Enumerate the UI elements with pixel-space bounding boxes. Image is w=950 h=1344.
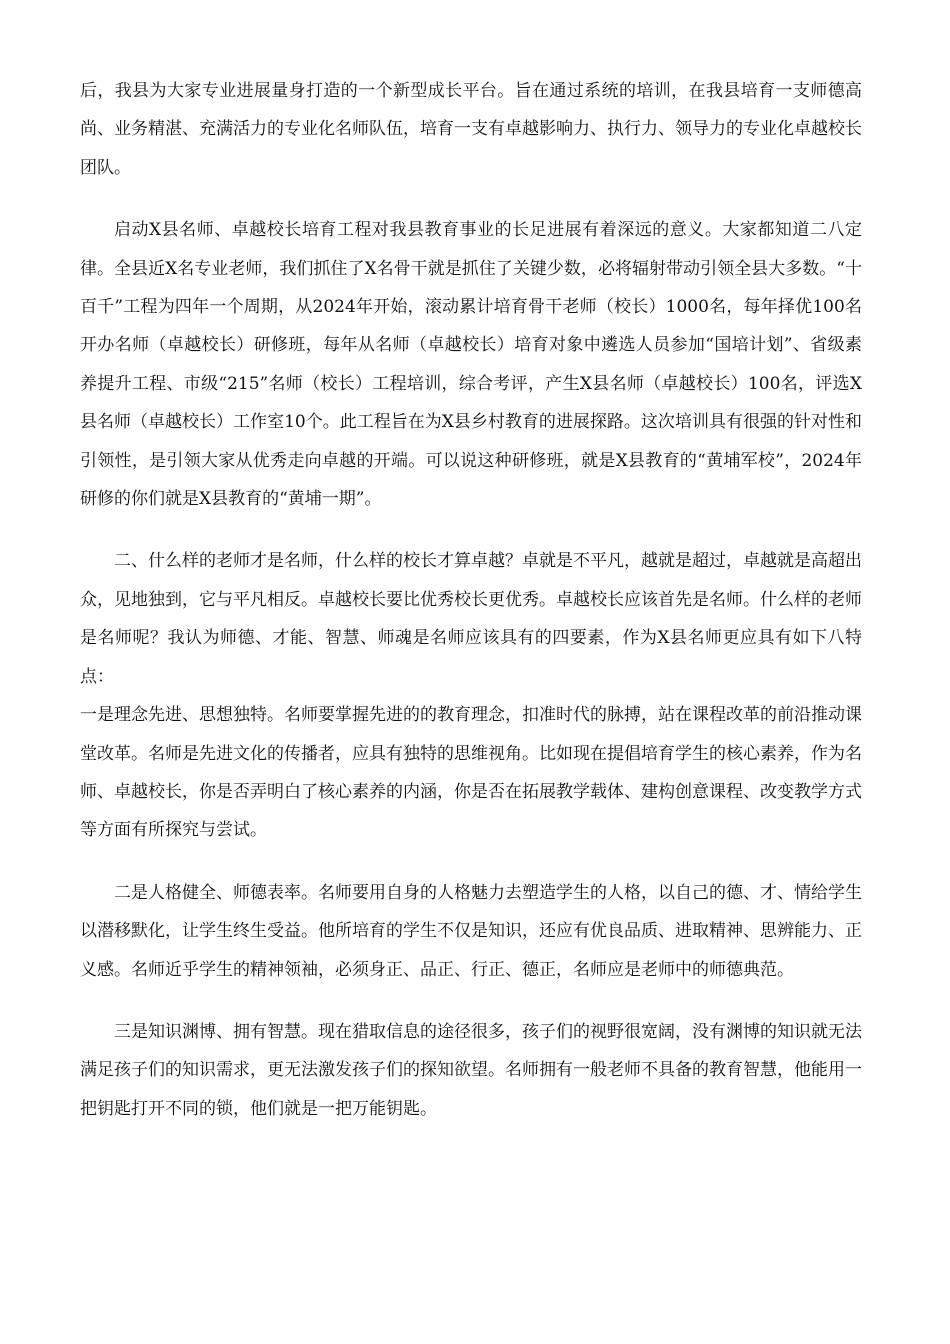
paragraph-point-three: 三是知识渊博、拥有智慧。现在猎取信息的途径很多，孩子们的视野很宽阔，没有渊博的知识就无法满足孩子们的知识需求，更无法激发孩子们的探知欲望。名师拥有一般老师不具备的教育智慧，他能用一把钥匙打开不同的锁，他们就是一把万能钥匙。	[80, 1021, 862, 1119]
paragraph-point-two: 二是人格健全、师德表率。名师要用自身的人格魅力去塑造学生的人格，以自己的德、才、情给学生以潜移默化，让学生终生受益。他所培育的学生不仅是知识，还应有优良品质、进取精神、思辨能力、正义感。名师近乎学生的精神领袖，必须身正、品正、行正、德正，名师应是老师中的师德典范。	[80, 882, 862, 980]
paragraph-intro-continuation: 后，我县为大家专业进展量身打造的一个新型成长平台。旨在通过系统的培训，在我县培育一支师德高尚、业务精湛、充满活力的专业化名师队伍，培育一支有卓越影响力、执行力、领导力的专业化卓越校长团队。	[80, 81, 862, 178]
paragraph-section-two-heading: 二、什么样的老师才是名师，什么样的校长才算卓越？卓就是不平凡，越就是超过，卓越就是高超出众，见地独到，它与平凡相反。卓越校长要比优秀校长更优秀。卓越校长应该首先是名师。什么样的老师是名师呢？我认为师德、才能、智慧、师魂是名师应该具有的四要素，作为X县名师更应具有如下八特点：	[80, 551, 862, 687]
paragraph-point-one: 一是理念先进、思想独特。名师要掌握先进的的教育理念，扣准时代的脉搏，站在课程改革的前沿推动课堂改革。名师是先进文化的传播者，应具有独特的思维视角。比如现在提倡培育学生的核心素养，作为名师、卓越校长，你是否弄明白了核心素养的内涵，你是否在拓展教学载体、建构创意课程、改变教学方式等方面有所探究与尝试。	[80, 705, 862, 841]
document-body	[80, 72, 862, 1128]
paragraph-significance: 启动X县名师、卓越校长培育工程对我县教育事业的长足进展有着深远的意义。大家都知道二八定律。全县近X名专业老师，我们抓住了X名骨干就是抓住了关键少数，必将辐射带动引领全县大多数。“十百千”工程为四年一个周期，从2024年开始，滚动累计培育骨干老师（校长）1000名，每年择优100名开办名师（卓越校长）研修班，每年从名师（卓越校长）培育对象中遴选人员参加“国培计划”、省级素养提升工程、市级“215”名师（校长）工程培训，综合考评，产生X县名师（卓越校长）100名，评选X县名师（卓越校长）工作室10个。此工程旨在为X县乡村教育的进展探路。这次培训具有很强的针对性和引领性，是引领大家从优秀走向卓越的开端。可以说这种研修班，就是X县教育的“黄埔军校”，2024年研修的你们就是X县教育的“黄埔一期”。	[80, 220, 862, 510]
